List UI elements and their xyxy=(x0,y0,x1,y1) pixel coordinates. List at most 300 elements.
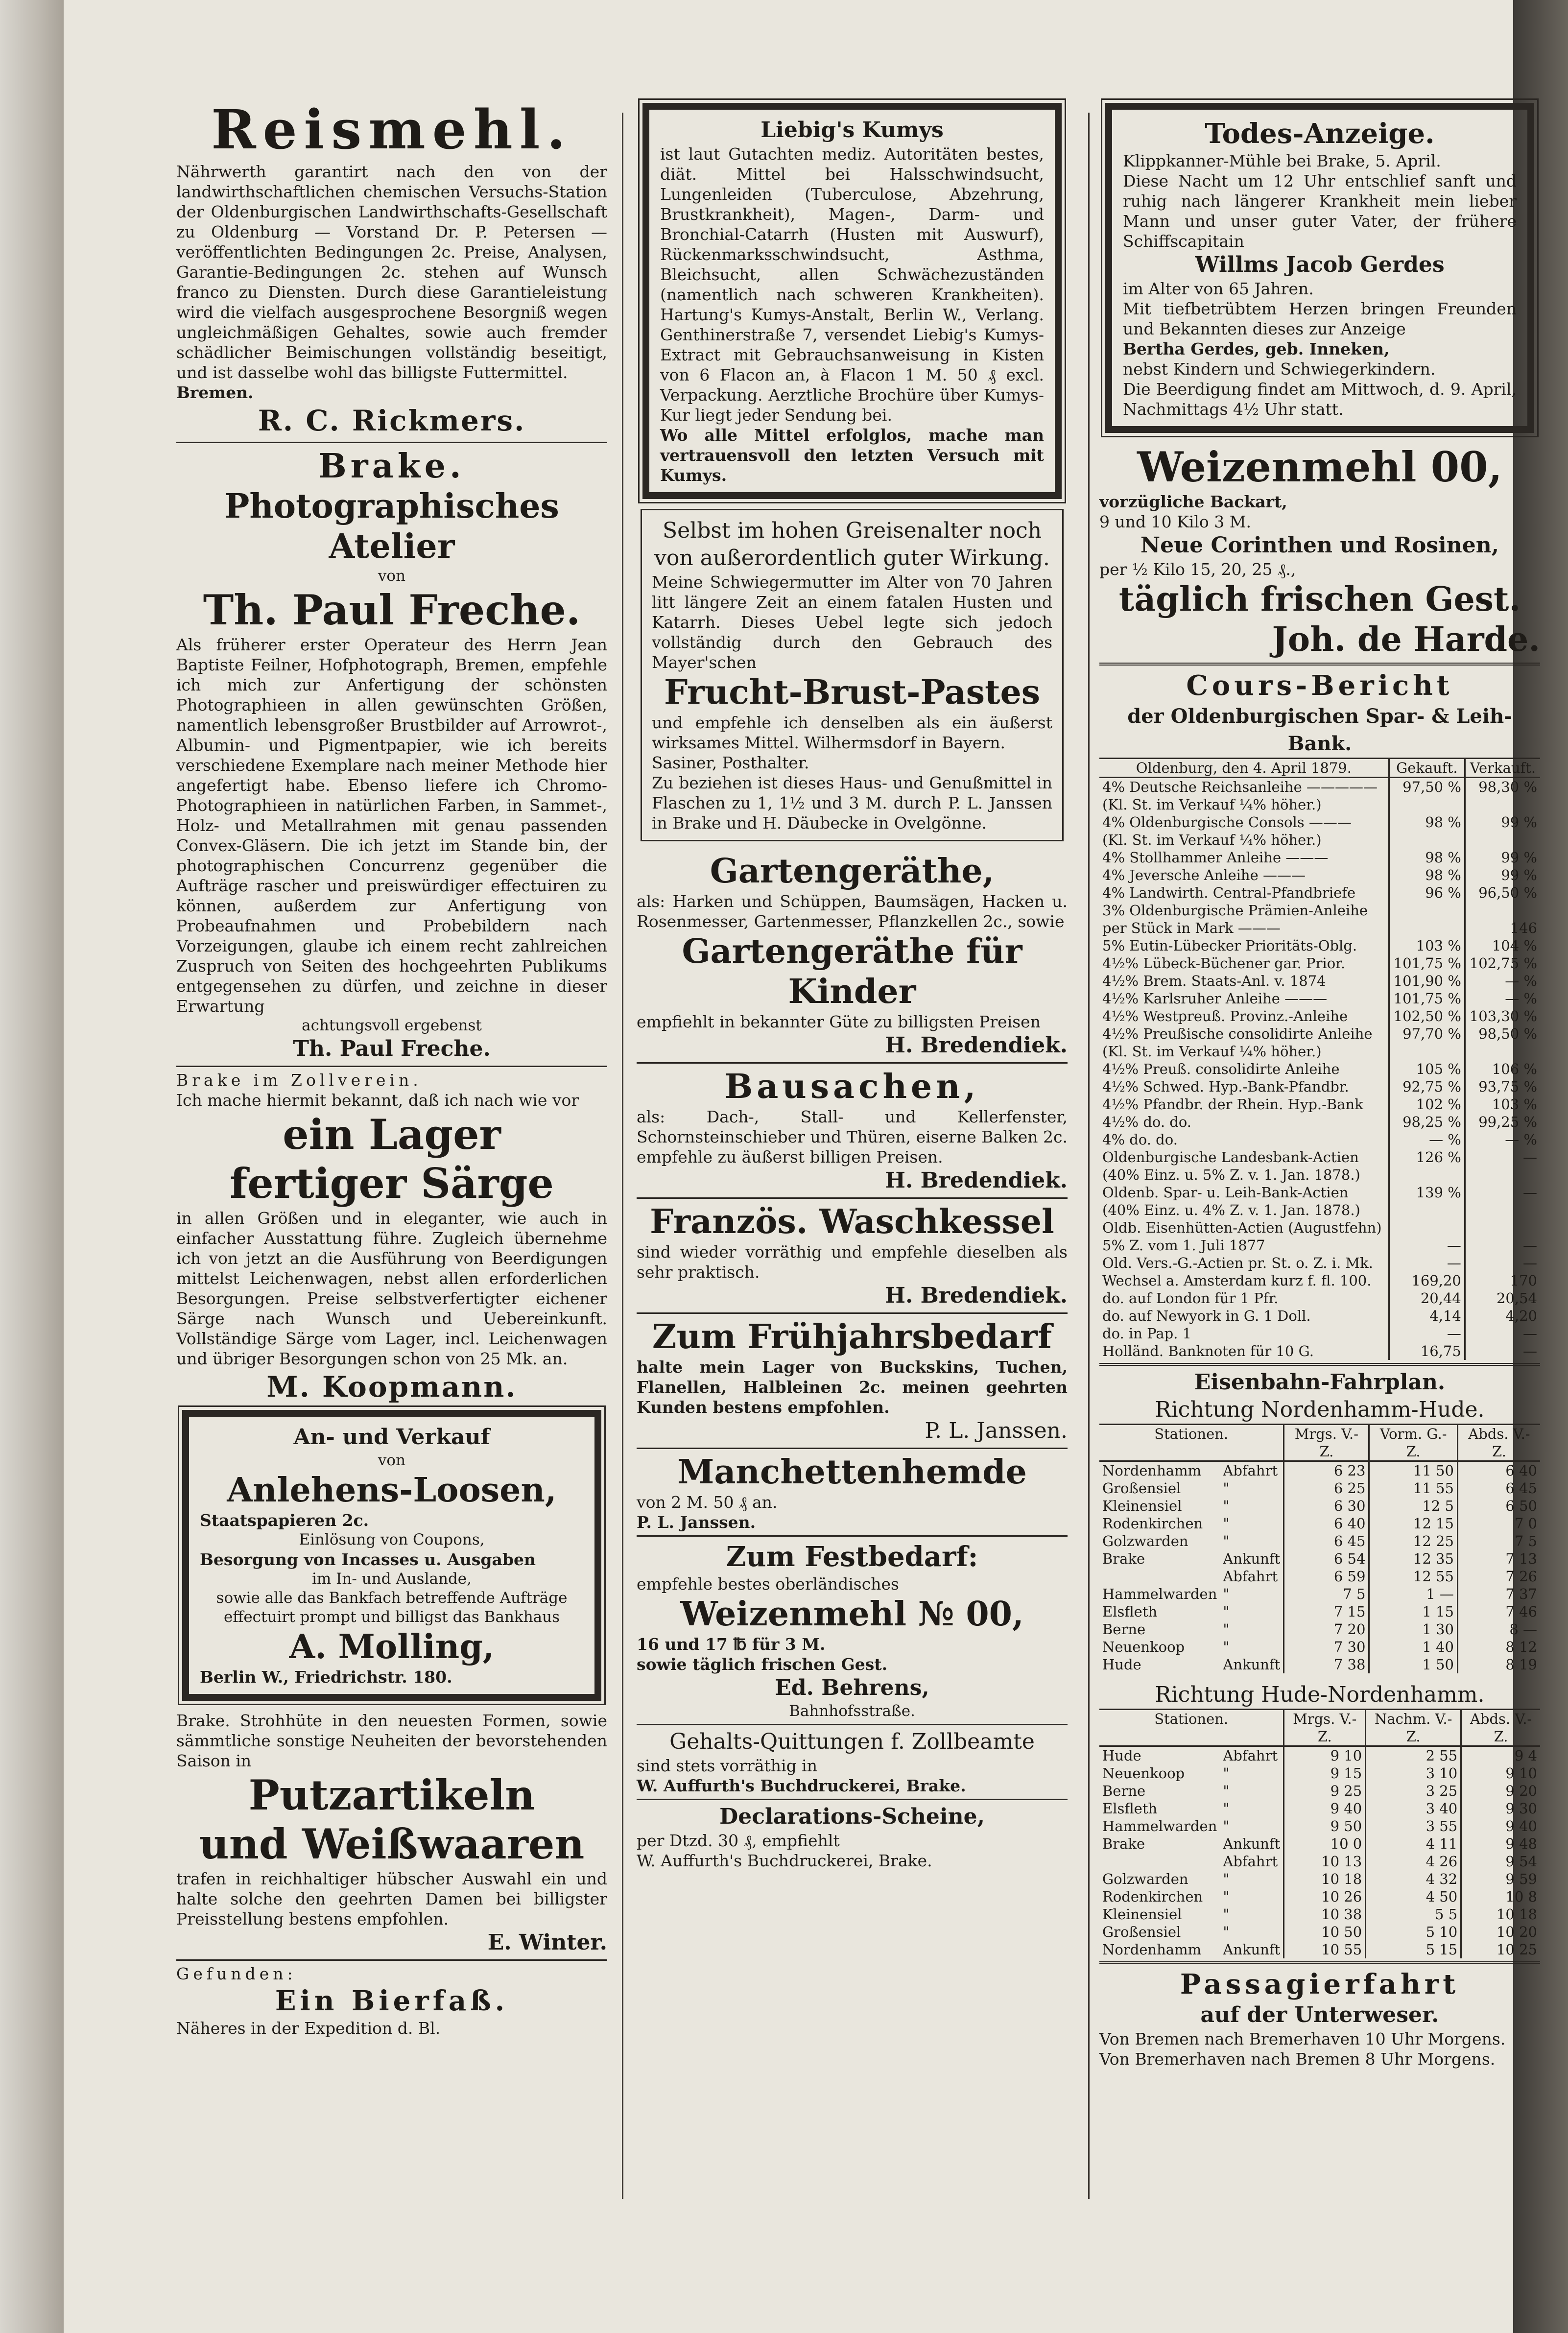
column-3 xyxy=(1099,98,1540,2311)
table-cell: — xyxy=(1465,1254,1540,1272)
table-cell: 4½% Schwed. Hyp.-Bank-Pfandbr. xyxy=(1102,1078,1349,1095)
divider xyxy=(637,1062,1068,1064)
table-cell: Abfahrt xyxy=(1223,1747,1278,1764)
ad-title: Liebig's Kumys xyxy=(760,118,944,143)
table-cell: 20,54 xyxy=(1465,1289,1540,1307)
ad-widow: Bertha Gerdes, geb. Inneken, xyxy=(1123,339,1390,358)
table-cell: — % xyxy=(1465,972,1540,990)
ad-name: Willms Jacob Gerdes xyxy=(1195,252,1445,277)
table-cell: do. auf London für 1 Pfr. xyxy=(1102,1290,1279,1307)
table-cell: 9 10 xyxy=(1461,1764,1540,1782)
table-cell: 10 25 xyxy=(1461,1941,1540,1958)
table-cell: Golzwarden xyxy=(1102,1533,1188,1549)
timetable-south-north xyxy=(1099,1709,1540,1958)
table-cell: Großensiel xyxy=(1102,1480,1181,1497)
ad-title: Frucht-Brust-Pastes xyxy=(664,673,1041,712)
ad-title: und Weißwaaren xyxy=(199,1820,585,1868)
table-cell: 98 % xyxy=(1389,813,1465,831)
ad-signature: W. Auffurth's Buchdruckerei, Brake. xyxy=(637,1776,966,1795)
ad-title: Manchettenhemde xyxy=(677,1452,1027,1492)
route-title: Richtung Nordenhamm-Hude. xyxy=(1155,1397,1485,1422)
table-row xyxy=(1099,1043,1540,1060)
ad-title: Zum Frühjahrsbedarf xyxy=(652,1317,1052,1357)
ad-signature: Ed. Behrens, xyxy=(775,1675,929,1700)
ad-body: sowie alle das Bankfach betreffende Aufträge effectuirt prompt und billigst das Bankhaus xyxy=(216,1589,568,1626)
ad-title: Französ. Waschkessel xyxy=(650,1202,1054,1241)
table-cell: " xyxy=(1223,1533,1230,1549)
table-cell xyxy=(1389,1166,1465,1184)
ad-age: im Alter von 65 Jahren. xyxy=(1123,279,1314,298)
table-row xyxy=(1099,1603,1540,1620)
ad-title: Zum Festbedarf: xyxy=(726,1541,978,1573)
table-row xyxy=(1099,990,1540,1007)
table-cell: 169,20 xyxy=(1389,1272,1465,1289)
ad-sub: Staatspapieren 2c. xyxy=(200,1511,369,1530)
ad-signature: P. L. Janssen. xyxy=(925,1418,1068,1443)
ad-line: 9 und 10 Kilo 3 M. xyxy=(1099,512,1251,531)
table-cell: 106 % xyxy=(1465,1060,1540,1078)
table-cell: 98,25 % xyxy=(1389,1113,1465,1131)
ad-body: Mit tiefbetrübtem Herzen bringen Freunden und Bekannten dieses zur Anzeige xyxy=(1123,299,1517,338)
table-cell xyxy=(1465,1219,1540,1237)
table-cell: 4½% Westpreuß. Provinz.-Anleihe xyxy=(1102,1008,1348,1024)
table-row xyxy=(1099,1219,1540,1237)
table-cell: 11 50 xyxy=(1369,1461,1457,1480)
ad-photo-atelier xyxy=(176,446,607,1063)
table-cell: 12 25 xyxy=(1369,1532,1457,1550)
table-cell: " xyxy=(1223,1480,1230,1497)
table-cell: Berne xyxy=(1102,1621,1146,1638)
table-cell: per Stück in Mark ——— xyxy=(1102,920,1281,936)
ad-intro: Ich mache hiermit bekannt, daß ich nach wie vor xyxy=(176,1091,579,1110)
ad-head: Gefunden: xyxy=(176,1964,297,1983)
table-cell: 7 5 xyxy=(1457,1532,1540,1550)
table-cell xyxy=(1465,902,1540,919)
table-cell: " xyxy=(1223,1765,1230,1782)
table-row xyxy=(1099,1342,1540,1360)
ad-name: A. Molling, xyxy=(289,1627,495,1666)
table-row xyxy=(1099,1532,1540,1550)
ad-line: sowie täglich frischen Gest. xyxy=(637,1655,888,1674)
table-cell: " xyxy=(1223,1818,1230,1834)
table-cell: 9 20 xyxy=(1461,1782,1540,1800)
table-cell xyxy=(1099,1853,1220,1870)
table-cell: 97,70 % xyxy=(1389,1025,1465,1043)
ad-von: von xyxy=(378,567,406,585)
table-cell: 4½% Brem. Staats-Anl. v. 1874 xyxy=(1102,973,1326,989)
column-header: Verkauft. xyxy=(1465,759,1540,778)
table-cell: 99 % xyxy=(1465,849,1540,866)
ad-gefunden xyxy=(176,1964,607,2038)
table-cell xyxy=(1389,1043,1465,1060)
table-cell: Brake xyxy=(1102,1550,1145,1567)
table-cell: 4,20 xyxy=(1465,1307,1540,1325)
ad-body: Näheres in der Expedition d. Bl. xyxy=(176,2019,441,2038)
table-cell: 8 19 xyxy=(1457,1656,1540,1673)
table-cell: Nordenhamm xyxy=(1102,1462,1202,1479)
divider xyxy=(1099,663,1540,666)
table-cell: — xyxy=(1465,1342,1540,1360)
ad-bausachen xyxy=(637,1067,1068,1194)
table-cell: 7 26 xyxy=(1457,1568,1540,1585)
table-row xyxy=(1099,849,1540,866)
table-row xyxy=(1099,1461,1540,1480)
table-row xyxy=(1099,1254,1540,1272)
table-row xyxy=(1099,1515,1540,1532)
divider xyxy=(176,1066,607,1067)
ad-place: Klippkanner-Mühle bei Brake, 5. April. xyxy=(1123,151,1441,170)
column-header: Abds. V.-Z. xyxy=(1461,1710,1540,1746)
table-cell xyxy=(1465,1166,1540,1184)
ad-signature: Joh. de Harde. xyxy=(1272,620,1540,659)
table-cell: " xyxy=(1223,1783,1230,1799)
table-cell: 7 15 xyxy=(1284,1603,1369,1620)
table-cell: " xyxy=(1223,1800,1230,1817)
column-header: Mrgs. V.-Z. xyxy=(1284,1710,1366,1746)
table-cell: Rodenkirchen xyxy=(1102,1515,1203,1532)
ad-strohhuete xyxy=(176,1711,607,1956)
ad-von: von xyxy=(378,1452,406,1469)
ad-title: Bausachen, xyxy=(724,1067,980,1106)
table-cell: " xyxy=(1223,1515,1230,1532)
ad-body: per Dtzd. 30 ₰, empfiehlt xyxy=(637,1831,840,1850)
table-cell: — % xyxy=(1389,1131,1465,1148)
table-row xyxy=(1099,1201,1540,1219)
table-cell: 170 xyxy=(1465,1272,1540,1289)
table-cell: 10 18 xyxy=(1284,1870,1366,1888)
ad-address: Bahnhofsstraße. xyxy=(789,1702,915,1720)
timetable-north-south xyxy=(1099,1424,1540,1673)
table-cell: 10 0 xyxy=(1284,1835,1366,1853)
column-rule xyxy=(622,113,623,2199)
table-cell: 6 45 xyxy=(1457,1479,1540,1497)
table-row xyxy=(1099,1550,1540,1568)
table-cell: 9 40 xyxy=(1461,1817,1540,1835)
ad-title: fertiger Särge xyxy=(230,1159,554,1208)
column-header: Vorm. G.-Z. xyxy=(1369,1425,1457,1461)
table-row xyxy=(1099,1007,1540,1025)
table-cell: Großensiel xyxy=(1102,1924,1181,1940)
table-cell: 10 18 xyxy=(1461,1905,1540,1923)
ad-title: ein Lager xyxy=(283,1110,501,1159)
table-cell: 1 40 xyxy=(1369,1638,1457,1656)
divider xyxy=(637,1312,1068,1314)
table-row xyxy=(1099,866,1540,884)
table-row xyxy=(1099,1131,1540,1148)
column-2 xyxy=(637,98,1068,2311)
section-title: Cours-Bericht xyxy=(1186,669,1453,702)
table-cell: " xyxy=(1223,1888,1230,1905)
table-cell xyxy=(1465,796,1540,813)
ad-signature: H. Bredendiek. xyxy=(885,1283,1068,1308)
table-cell: " xyxy=(1223,1924,1230,1940)
table-cell: Berne xyxy=(1102,1783,1146,1799)
cours-bericht xyxy=(1099,668,1540,1360)
table-cell: do. auf Newyork in G. 1 Doll. xyxy=(1102,1308,1311,1324)
table-cell xyxy=(1389,919,1465,937)
table-cell: 9 10 xyxy=(1284,1746,1366,1765)
table-row xyxy=(1099,1888,1540,1905)
table-cell: Nordenhamm xyxy=(1102,1941,1202,1958)
table-row xyxy=(1099,813,1540,831)
passagierfahrt xyxy=(1099,1967,1540,2069)
table-cell: 98 % xyxy=(1389,866,1465,884)
table-cell: 9 15 xyxy=(1284,1764,1366,1782)
table-cell: 7 0 xyxy=(1457,1515,1540,1532)
ad-line: vorzügliche Backart, xyxy=(1099,492,1287,511)
table-cell xyxy=(1099,1568,1220,1585)
table-row xyxy=(1099,1746,1540,1765)
table-cell: Ankunft xyxy=(1223,1656,1281,1673)
table-cell: 6 54 xyxy=(1284,1550,1369,1568)
ad-signature: W. Auffurth's Buchdruckerei, Brake. xyxy=(637,1851,932,1870)
table-cell: 4% do. do. xyxy=(1102,1131,1178,1148)
ad-body: Nährwerth garantirt nach den von der landwirthschaftlichen chemischen Versuchs-Station der Oldenburgischen Landwirthschafts-Gesellschaft zu Oldenburg — Vorstand Dr. P. Petersen — veröffentlichten Bedingungen 2c. Preise, Analysen, Garantie-Bedingungen 2c. stehen auf Wunsch franco zu Diensten. Durch diese Garantieleistung wird die vielfach ausgesprochene Besorgniß wegen ungleichmäßigen Gehaltes, sowie auch fremder schädlicher Beimischungen vollständig beseitigt, und ist dasselbe wohl das billigste Futtermittel. xyxy=(176,162,607,382)
ad-title: Reismehl. xyxy=(211,98,572,161)
table-cell: 3 10 xyxy=(1366,1764,1461,1782)
ad-gehalts-quittungen xyxy=(637,1728,1068,1796)
table-cell: 92,75 % xyxy=(1389,1078,1465,1095)
ad-body: als: Dach-, Stall- und Kellerfenster, Schornsteinschieber und Thüren, eiserne Balken 2c. empfehle zu äußerst billigen Preisen. xyxy=(637,1107,1068,1166)
divider xyxy=(637,1197,1068,1199)
ad-manchettenhemde xyxy=(637,1452,1068,1532)
table-cell: — xyxy=(1389,1325,1465,1342)
ad-title: Todes-Anzeige. xyxy=(1205,118,1435,150)
table-row xyxy=(1099,796,1540,813)
table-cell: Oldenb. Spar- u. Leih-Bank-Actien xyxy=(1102,1184,1349,1201)
divider xyxy=(176,442,607,443)
column-header: Oldenburg, den 4. April 1879. xyxy=(1099,759,1389,778)
table-cell: 12 35 xyxy=(1369,1550,1457,1568)
ad-gartengeraethe xyxy=(637,851,1068,1059)
table-cell: Elsfleth xyxy=(1102,1603,1158,1620)
table-cell: 4½% Karlsruher Anleihe ——— xyxy=(1102,990,1328,1007)
ad-tag: Wo alle Mittel erfolglos, mache man vertrauensvoll den letzten Versuch mit Kumys. xyxy=(660,426,1044,485)
table-cell: 101,90 % xyxy=(1389,972,1465,990)
divider xyxy=(1099,1363,1540,1366)
table-cell: 4 32 xyxy=(1366,1870,1461,1888)
ad-head: Selbst im hohen Greisenalter noch von außerordentlich guter Wirkung. xyxy=(654,518,1050,571)
ad-signer: Sasiner, Posthalter. xyxy=(652,753,809,772)
table-cell: 3 55 xyxy=(1366,1817,1461,1835)
table-cell: 9 50 xyxy=(1284,1817,1366,1835)
table-cell: 7 20 xyxy=(1284,1620,1369,1638)
table-cell: 10 38 xyxy=(1284,1905,1366,1923)
ad-brust-pastes xyxy=(641,509,1064,841)
table-cell: 6 30 xyxy=(1284,1497,1369,1515)
table-row xyxy=(1099,1853,1540,1870)
ad-inland: im In- und Auslande, xyxy=(312,1570,472,1588)
table-cell: 9 54 xyxy=(1461,1853,1540,1870)
table-cell: 98,30 % xyxy=(1465,778,1540,796)
table-cell xyxy=(1389,831,1465,849)
table-cell: 102 % xyxy=(1389,1095,1465,1113)
ad-anlehens-loosen xyxy=(182,1410,601,1701)
table-row xyxy=(1099,1307,1540,1325)
table-row xyxy=(1099,1237,1540,1254)
table-row xyxy=(1099,1817,1540,1835)
table-cell: 7 38 xyxy=(1284,1656,1369,1673)
table-cell: 3 25 xyxy=(1366,1782,1461,1800)
table-cell: 98,50 % xyxy=(1465,1025,1540,1043)
table-cell: 93,75 % xyxy=(1465,1078,1540,1095)
ad-signature: R. C. Rickmers. xyxy=(258,404,526,437)
table-cell: 99,25 % xyxy=(1465,1113,1540,1131)
table-cell: 10 13 xyxy=(1284,1853,1366,1870)
table-row xyxy=(1099,1800,1540,1817)
table-row xyxy=(1099,1782,1540,1800)
column-header: Nachm. V.-Z. xyxy=(1366,1710,1461,1746)
ad-saerge xyxy=(176,1070,607,1405)
table-cell: 5% Eutin-Lübecker Prioritäts-Oblg. xyxy=(1102,937,1357,954)
table-cell: 101,75 % xyxy=(1389,954,1465,972)
ad-body: von 2 M. 50 ₰ an. xyxy=(637,1493,778,1512)
ad-signature: M. Koopmann. xyxy=(266,1370,517,1404)
cours-rows xyxy=(1099,778,1540,1360)
table-cell: Oldb. Eisenhütten-Actien (Augustfehn) xyxy=(1102,1219,1382,1236)
ad-signature: Th. Paul Freche. xyxy=(293,1036,491,1061)
table-cell: 1 — xyxy=(1369,1585,1457,1603)
table-cell: " xyxy=(1223,1639,1230,1655)
table-cell: 6 50 xyxy=(1457,1497,1540,1515)
table-cell: Neuenkoop xyxy=(1102,1765,1185,1782)
section-subtitle: auf der Unterweser. xyxy=(1200,2002,1439,2027)
table-cell: 102,50 % xyxy=(1389,1007,1465,1025)
table-cell: Rodenkirchen xyxy=(1102,1888,1203,1905)
ad-declarations-scheine xyxy=(637,1803,1068,1871)
ad-title: Gehalts-Quittungen f. Zollbeamte xyxy=(669,1729,1035,1754)
divider xyxy=(637,1799,1068,1800)
column-header: Gekauft. xyxy=(1389,759,1465,778)
table-cell: 10 20 xyxy=(1461,1923,1540,1941)
ad-title: Gartengeräthe, xyxy=(710,852,995,891)
table-cell: 96,50 % xyxy=(1465,884,1540,902)
table-cell: 4½% Preuß. consolidirte Anleihe xyxy=(1102,1061,1340,1077)
table-cell: Neuenkoop xyxy=(1102,1639,1185,1655)
table-row xyxy=(1099,1764,1540,1782)
ad-body: ist laut Gutachten mediz. Autoritäten bestes, diät. Mittel bei Halsschwindsucht, Lungenleiden (Tuberculose, Abzehrung, Brustkrankheit), Magen-, Darm- und Bronchial-Catarrh (Husten mit Auswurf), Rückenmarksschwindsucht, Asthma, Bleichsucht, allen Schwächezuständen (namentlich nach schweren Krankheiten). Hartung's Kumys-Anstalt, Berlin W., Verlang. Genthinerstraße 7, versendet Liebig's Kumys-Extract mit Gebrauchsanweisung in Kisten von 6 Flacon an, à Flacon 1 M. 50 ₰ excl. Verpackung. Aerztliche Brochüre über Kumys-Kur liegt jeder Sendung bei. xyxy=(660,144,1044,425)
ad-line: per ½ Kilo 15, 20, 25 ₰., xyxy=(1099,560,1296,579)
table-cell: 6 40 xyxy=(1457,1461,1540,1480)
table-row xyxy=(1099,1166,1540,1184)
table-cell: (Kl. St. im Verkauf ¼% höher.) xyxy=(1102,1043,1322,1060)
table-cell: 9 4 xyxy=(1461,1746,1540,1765)
table-cell: 103,30 % xyxy=(1465,1007,1540,1025)
table-cell: 96 % xyxy=(1389,884,1465,902)
ad-body: empfiehlt in bekannter Güte zu billigsten Preisen xyxy=(637,1012,1041,1031)
table-row xyxy=(1099,1113,1540,1131)
table-cell: — xyxy=(1465,1237,1540,1254)
table-cell: 9 30 xyxy=(1461,1800,1540,1817)
page-binding xyxy=(0,0,64,2333)
ad-coupons: Einlösung von Coupons, xyxy=(299,1531,485,1548)
table-cell xyxy=(1389,1201,1465,1219)
table-row xyxy=(1099,1905,1540,1923)
ad-body: sind stets vorräthig in xyxy=(637,1756,817,1775)
table-cell: 146 xyxy=(1465,919,1540,937)
table-row xyxy=(1099,1272,1540,1289)
section-subtitle: der Oldenburgischen Spar- & Leih-Bank. xyxy=(1127,705,1512,755)
divider xyxy=(637,1724,1068,1725)
table-cell xyxy=(1389,1219,1465,1237)
table-cell: 10 55 xyxy=(1284,1941,1366,1958)
table-row xyxy=(1099,1060,1540,1078)
table-cell xyxy=(1465,1043,1540,1060)
table-cell: 11 55 xyxy=(1369,1479,1457,1497)
table-row xyxy=(1099,1479,1540,1497)
table-cell: 6 45 xyxy=(1284,1532,1369,1550)
table-cell: 4,14 xyxy=(1389,1307,1465,1325)
table-cell xyxy=(1465,1201,1540,1219)
table-cell xyxy=(1465,831,1540,849)
table-cell: 16,75 xyxy=(1389,1342,1465,1360)
eisenbahn-fahrplan xyxy=(1099,1369,1540,1958)
table-cell: Abfahrt xyxy=(1223,1853,1278,1870)
divider xyxy=(1099,1961,1540,1964)
table-cell: Hammelwarden xyxy=(1102,1818,1217,1834)
table-cell: 4% Stollhammer Anleihe ——— xyxy=(1102,849,1329,866)
ad-body: Brake. Strohhüte in den neuesten Formen, sowie sämmtliche sonstige Neuheiten der bevorstehenden Saison in xyxy=(176,1711,607,1770)
table-cell: 4 26 xyxy=(1366,1853,1461,1870)
table-row xyxy=(1099,1568,1540,1585)
ad-place: Bremen. xyxy=(176,383,254,402)
table-row xyxy=(1099,1325,1540,1342)
table-cell: Abfahrt xyxy=(1223,1462,1278,1479)
table-cell: Ankunft xyxy=(1223,1835,1281,1852)
table-row xyxy=(1099,1835,1540,1853)
table-cell: 6 25 xyxy=(1284,1479,1369,1497)
ad-body: Meine Schwiegermutter im Alter von 70 Jahren litt längere Zeit an einem fatalen Husten und Katarrh. Dieses Uebel legte sich jedoch vollständig durch den Gebrauch des Mayer'schen xyxy=(652,572,1052,672)
table-cell: 102,75 % xyxy=(1465,954,1540,972)
table-cell: (Kl. St. im Verkauf ¼% höher.) xyxy=(1102,796,1322,813)
table-cell: — xyxy=(1465,1148,1540,1166)
cours-table xyxy=(1099,758,1540,1360)
table-row xyxy=(1099,1078,1540,1095)
table-cell: 103 % xyxy=(1389,937,1465,954)
table-row xyxy=(1099,1585,1540,1603)
section-title: Passagierfahrt xyxy=(1180,1968,1460,2000)
table-cell: 6 40 xyxy=(1284,1515,1369,1532)
column-header: Mrgs. V.-Z. xyxy=(1284,1425,1369,1461)
ad-address: Berlin W., Friedrichstr. 180. xyxy=(200,1667,452,1687)
table-row xyxy=(1099,1148,1540,1166)
table-cell: 7 46 xyxy=(1457,1603,1540,1620)
table-row xyxy=(1099,1497,1540,1515)
table-cell: 10 50 xyxy=(1284,1923,1366,1941)
table-row xyxy=(1099,1289,1540,1307)
table-cell: Kleinensiel xyxy=(1102,1906,1182,1923)
table-row xyxy=(1099,778,1540,796)
table-cell: 139 % xyxy=(1389,1184,1465,1201)
table-cell: 101,75 % xyxy=(1389,990,1465,1007)
table-cell: Elsfleth xyxy=(1102,1800,1158,1817)
ad-signature: H. Bredendiek. xyxy=(885,1033,1068,1058)
table-cell: Old. Vers.-G.-Actien pr. St. o. Z. i. Mk. xyxy=(1102,1255,1373,1271)
table-cell: 7 5 xyxy=(1284,1585,1369,1603)
table-cell: 4½% Preußische consolidirte Anleihe xyxy=(1102,1025,1373,1042)
table-cell: Hude xyxy=(1102,1747,1141,1764)
table-row xyxy=(1099,902,1540,919)
table-row xyxy=(1099,1941,1540,1958)
table-cell: 99 % xyxy=(1465,813,1540,831)
table-cell: — % xyxy=(1465,990,1540,1007)
ad-town: Brake. xyxy=(318,447,465,486)
table-cell: 4 11 xyxy=(1366,1835,1461,1853)
table-cell: Hude xyxy=(1102,1656,1141,1673)
column-rule xyxy=(1088,113,1090,2199)
ad-title: Weizenmehl № 00, xyxy=(680,1595,1024,1634)
table-cell: " xyxy=(1223,1603,1230,1620)
